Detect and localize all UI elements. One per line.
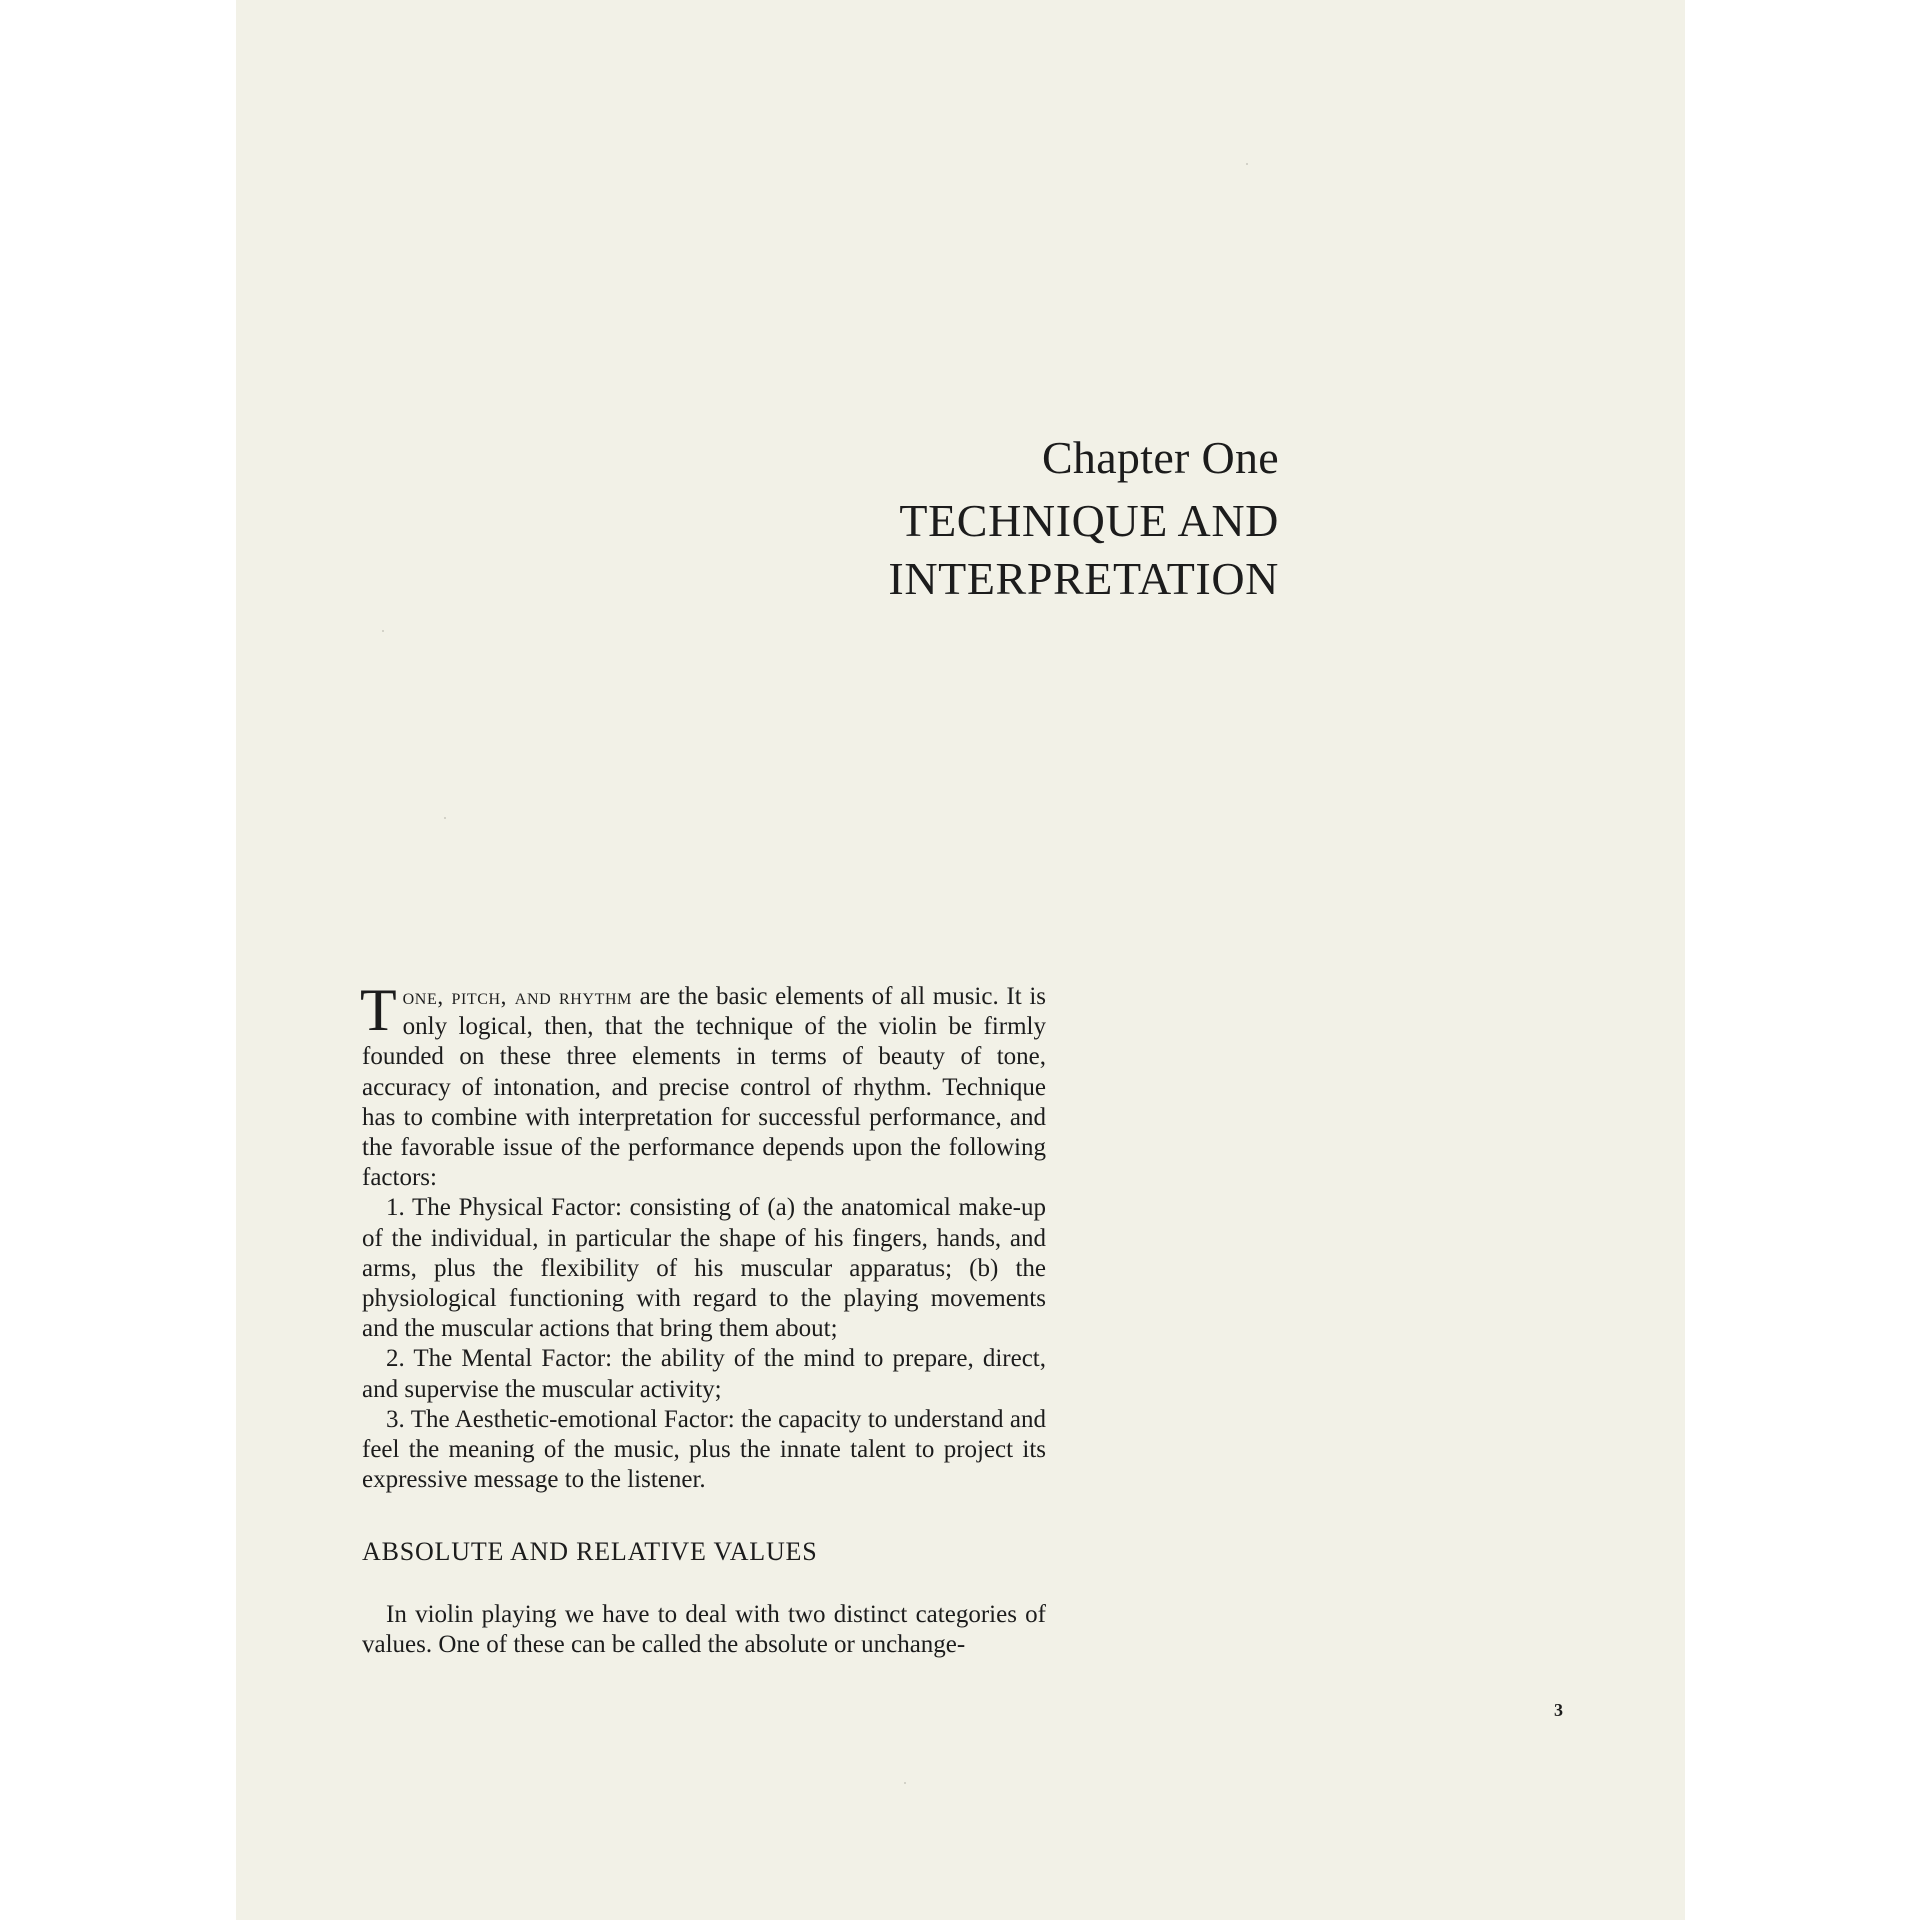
paper-speck (1246, 163, 1248, 165)
paper-speck (904, 1782, 906, 1784)
chapter-heading (888, 428, 1279, 608)
paper-speck (382, 630, 384, 632)
page-number: 3 (1554, 1700, 1563, 1720)
chapter-label: Chapter One (1041, 432, 1279, 483)
factor-mental: 2. The Mental Factor: the ability of the mind to prepare, direct, and supervise the muscular activity; (362, 1345, 1046, 1403)
book-page (236, 0, 1685, 1920)
drop-cap: T (360, 977, 397, 1043)
section-heading: ABSOLUTE AND RELATIVE VALUES (362, 1537, 818, 1567)
body-text-column (360, 977, 1047, 1660)
intro-text: are the basic elements of all music. It is only logical, then, that the technique of the violin be firmly founded on these three elements in terms of beauty of tone, accuracy of intonation, and precise control of rhythm. Technique has to combine with interpretation for successful performance, and the favorable issue of the performance depends upon the following factors: (362, 983, 1047, 1192)
intro-smallcaps: one, pitch, and rhythm (402, 984, 632, 1009)
intro-paragraph (360, 977, 1047, 1193)
factor-physical: 1. The Physical Factor: consisting of (a) the anatomical make-up of the individual, in particular the shape of his fingers, hands, and arms, plus the flexibility of his muscular apparatus; (b) the physiological functioning with regard to the playing movements and the muscular actions that bring them about; (362, 1194, 1046, 1343)
chapter-title-line-1: TECHNIQUE AND (899, 495, 1279, 546)
factor-aesthetic: 3. The Aesthetic-emotional Factor: the capacity to understand and feel the meaning of the music, plus the innate talent to project its expressive message to the listener. (362, 1405, 1046, 1494)
paper-speck (444, 817, 446, 819)
chapter-title-line-2: INTERPRETATION (888, 553, 1279, 604)
section-paragraph: In violin playing we have to deal with two distinct categories of values. One of these can be called the absolute or unchange- (362, 1600, 1046, 1658)
